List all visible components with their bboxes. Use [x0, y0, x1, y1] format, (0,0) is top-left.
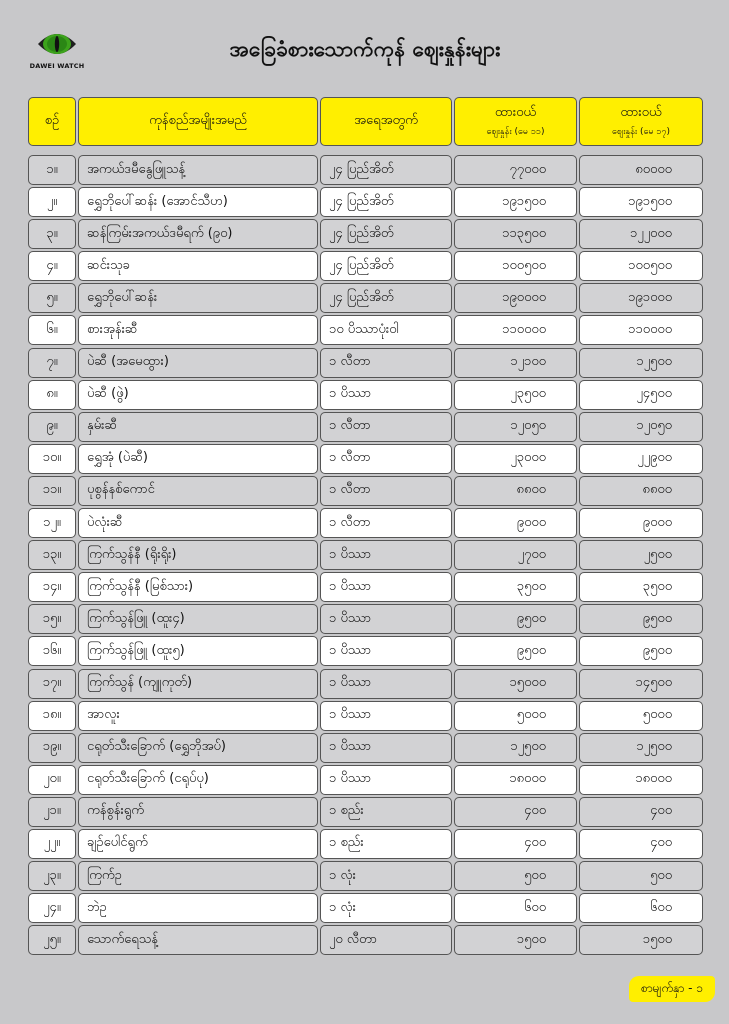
price-may11: ၃၅၀၀: [454, 572, 577, 602]
table-row: [28, 861, 703, 891]
item-unit: ၂၄ ပြည်အိတ်: [320, 251, 452, 281]
table-row: [28, 219, 703, 249]
price-may17: ၅၀၀: [579, 861, 703, 891]
table-row: [28, 348, 703, 378]
table-row: [28, 701, 703, 731]
table-row: [28, 315, 703, 345]
item-name: ပဲလုံးဆီ: [78, 508, 318, 538]
table-row: [28, 412, 703, 442]
price-may17: ၂၄၅၀၀: [579, 380, 703, 410]
table-row: [28, 540, 703, 570]
table-row: [28, 251, 703, 281]
item-unit: ၁ ပိဿာ: [320, 701, 452, 731]
table-row: [28, 444, 703, 474]
row-number: ၉။: [28, 412, 76, 442]
row-number: ၂၃။: [28, 861, 76, 891]
price-may11: ၂၃၅၀၀: [454, 380, 577, 410]
price-may11: ၁၀၀၅၀၀: [454, 251, 577, 281]
item-name: ကန်စွန်းရွက်: [78, 797, 318, 827]
item-unit: ၁ လုံး: [320, 893, 452, 923]
item-unit: ၂၄ ပြည်အိတ်: [320, 219, 452, 249]
table-header-row: [28, 97, 703, 146]
price-may17: ၁၉၁၀၀၀: [579, 283, 703, 313]
table-row: [28, 925, 703, 955]
price-may17: ၉၅၀၀: [579, 636, 703, 666]
price-may11: ၁၅၀၀၀: [454, 669, 577, 699]
table-row: [28, 476, 703, 506]
table-row: [28, 797, 703, 827]
price-may17: ၃၅၀၀: [579, 572, 703, 602]
item-unit: ၁ ပိဿာ: [320, 669, 452, 699]
row-number: ၇။: [28, 348, 76, 378]
item-unit: ၁ ပိဿာ: [320, 604, 452, 634]
price-may17: ၁၉၁၅၀၀: [579, 187, 703, 217]
table-row: [28, 604, 703, 634]
item-name: ငရုတ်သီးခြောက် (ငရုပ်ပု): [78, 765, 318, 795]
price-may11: ၄၀၀: [454, 797, 577, 827]
row-number: ၁၀။: [28, 444, 76, 474]
table-row: [28, 508, 703, 538]
item-name: ပဲဆီ (အမေထွား): [78, 348, 318, 378]
price-may17: ၁၂၅၀၀: [579, 733, 703, 763]
price-may11: ၁၂၅၀၀: [454, 733, 577, 763]
item-name: ဆင်းသုခ: [78, 251, 318, 281]
price-table-body: [28, 155, 703, 957]
table-row: [28, 765, 703, 795]
header-price-may11-main: ထားဝယ်: [494, 105, 537, 120]
price-may17: ၄၀၀: [579, 797, 703, 827]
price-may11: ၁၈၀၀၀: [454, 765, 577, 795]
price-may11: ၁၉၀၀၀၀: [454, 283, 577, 313]
price-may17: ၁၈၀၀၀: [579, 765, 703, 795]
table-row: [28, 636, 703, 666]
row-number: ၂၂။: [28, 829, 76, 859]
item-name: ကြက်ဥ: [78, 861, 318, 891]
item-unit: ၁ လီတာ: [320, 508, 452, 538]
price-may17: ၉၅၀၀: [579, 604, 703, 634]
price-may11: ၉၅၀၀: [454, 604, 577, 634]
item-name: ဆန်ကြမ်းအကယ်ဒမီရက် (၉၀): [78, 219, 318, 249]
item-unit: ၁ လုံး: [320, 861, 452, 891]
item-unit: ၁ စည်း: [320, 829, 452, 859]
price-may17: ၆၀၀: [579, 893, 703, 923]
logo: [22, 26, 92, 76]
price-may17: ၁၂၀၅၀: [579, 412, 703, 442]
item-unit: ၁ ပိဿာ: [320, 733, 452, 763]
price-may11: ၁၁၃၅၀၀: [454, 219, 577, 249]
price-may17: ၄၀၀: [579, 829, 703, 859]
price-may11: ၁၂၁၀၀: [454, 348, 577, 378]
header-price-may11: [454, 97, 577, 146]
item-name: ကြက်သွန်နီ (ရိုးရိုး): [78, 540, 318, 570]
item-unit: ၁ စည်း: [320, 797, 452, 827]
page-title: အခြေခံစားသောက်ကုန် ဈေးနှုန်းများ: [229, 37, 501, 61]
item-unit: ၁ လီတာ: [320, 476, 452, 506]
price-may11: ၉၀၀၀: [454, 508, 577, 538]
price-may11: ၁၂၀၅၀: [454, 412, 577, 442]
price-may11: ၇၇၀၀၀: [454, 155, 577, 185]
table-row: [28, 187, 703, 217]
price-may17: ၈၀၀၀၀: [579, 155, 703, 185]
header-price-may17-sub: ဈေးနှုန်း (မေ ၁၇): [612, 127, 670, 137]
price-may17: ၈၈၀၀: [579, 476, 703, 506]
row-number: ၂၁။: [28, 797, 76, 827]
item-name: ကြက်သွန်နီ (မြစ်သား): [78, 572, 318, 602]
price-may17: ၂၅၀၀: [579, 540, 703, 570]
item-unit: ၁ လီတာ: [320, 412, 452, 442]
item-unit: ၁ လီတာ: [320, 444, 452, 474]
price-may11: ၂၃၀၀၀: [454, 444, 577, 474]
item-name: ရွှေဘိုပေါ်ဆန်း: [78, 283, 318, 313]
table-row: [28, 155, 703, 185]
item-name: ရွှေဘိုပေါ်ဆန်း (အောင်သီဟ): [78, 187, 318, 217]
item-name: သောက်ရေသန့်: [78, 925, 318, 955]
header-unit: အရေအတွက်: [320, 97, 452, 146]
price-may11: ၁၉၁၅၀၀: [454, 187, 577, 217]
row-number: ၆။: [28, 315, 76, 345]
row-number: ၁၇။: [28, 669, 76, 699]
table-row: [28, 380, 703, 410]
table-row: [28, 829, 703, 859]
row-number: ၈။: [28, 380, 76, 410]
row-number: ၁၆။: [28, 636, 76, 666]
item-unit: ၁ ပိဿာ: [320, 572, 452, 602]
item-name: အကယ်ဒမီနွေဖြူသန့်: [78, 155, 318, 185]
item-unit: ၁ ပိဿာ: [320, 540, 452, 570]
item-unit: ၂၄ ပြည်အိတ်: [320, 187, 452, 217]
row-number: ၂၅။: [28, 925, 76, 955]
item-name: ကြက်သွန် (ကျူကုတ်): [78, 669, 318, 699]
eye-logo-icon: [36, 28, 78, 60]
price-may11: ၄၀၀: [454, 829, 577, 859]
item-name: ကြက်သွန်ဖြူ (ထူး၅): [78, 636, 318, 666]
price-may17: ၅၀၀၀: [579, 701, 703, 731]
header-price-may11-sub: ဈေးနှုန်း (မေ ၁၁): [486, 127, 545, 137]
item-unit: ၂၀ လီတာ: [320, 925, 452, 955]
item-unit: ၁ လီတာ: [320, 348, 452, 378]
price-may17: ၉၀၀၀: [579, 508, 703, 538]
row-number: ၂၄။: [28, 893, 76, 923]
price-may11: ၅၀၀၀: [454, 701, 577, 731]
price-may17: ၂၂၉၀၀: [579, 444, 703, 474]
item-name: ပဲဆီ (ဖွဲ): [78, 380, 318, 410]
price-may17: ၁၂၅၀၀: [579, 348, 703, 378]
row-number: ၁၄။: [28, 572, 76, 602]
price-may17: ၁၀၀၅၀၀: [579, 251, 703, 281]
price-may11: ၂၇၀၀: [454, 540, 577, 570]
header-name: ကုန်စည်အမျိုးအမည်: [78, 97, 318, 146]
item-name: ရွှေအုံ (ပဲဆီ): [78, 444, 318, 474]
row-number: ၁၃။: [28, 540, 76, 570]
price-may11: ၁၁၀၀၀၀: [454, 315, 577, 345]
row-number: ၂။: [28, 187, 76, 217]
row-number: ၁၈။: [28, 701, 76, 731]
table-row: [28, 669, 703, 699]
table-row: [28, 733, 703, 763]
item-unit: ၁ ပိဿာ: [320, 765, 452, 795]
row-number: ၁၅။: [28, 604, 76, 634]
price-may11: ၈၈၀၀: [454, 476, 577, 506]
item-name: ငရုတ်သီးခြောက် (ရွှေဘိုအပ်): [78, 733, 318, 763]
header-no: စဉ်: [28, 97, 76, 146]
row-number: ၁။: [28, 155, 76, 185]
row-number: ၁၁။: [28, 476, 76, 506]
item-unit: ၁၀ ပိဿာပုံးဝါ: [320, 315, 452, 345]
logo-text: DAWEI WATCH: [29, 62, 85, 70]
item-unit: ၁ ပိဿာ: [320, 636, 452, 666]
table-row: [28, 572, 703, 602]
item-name: ချဉ်ပေါင်ရွက်: [78, 829, 318, 859]
item-unit: ၂၄ ပြည်အိတ်: [320, 283, 452, 313]
table-row: [28, 283, 703, 313]
header-price-may17-main: ထားဝယ်: [620, 105, 662, 120]
item-name: ကြက်သွန်ဖြူ (ထူး၄): [78, 604, 318, 634]
row-number: ၁၂။: [28, 508, 76, 538]
price-may17: ၁၁၀၀၀၀: [579, 315, 703, 345]
price-may17: ၁၂၂၀၀၀: [579, 219, 703, 249]
price-may17: ၁၄၅၀၀: [579, 669, 703, 699]
item-name: နှမ်းဆီ: [78, 412, 318, 442]
price-may11: ၆၀၀: [454, 893, 577, 923]
item-unit: ၁ ပိဿာ: [320, 380, 452, 410]
price-may11: ၁၅၀၀: [454, 925, 577, 955]
item-name: အာလူး: [78, 701, 318, 731]
row-number: ၄။: [28, 251, 76, 281]
item-name: ပုစွန်နစ်ကောင်: [78, 476, 318, 506]
row-number: ၁၉။: [28, 733, 76, 763]
item-name: ဘဲဥ: [78, 893, 318, 923]
item-name: စားအုန်းဆီ: [78, 315, 318, 345]
price-may11: ၅၀၀: [454, 861, 577, 891]
page-number-badge: စာမျက်နှာ - ၁: [629, 976, 715, 1002]
row-number: ၃။: [28, 219, 76, 249]
row-number: ၂၀။: [28, 765, 76, 795]
header-price-may17: [579, 97, 703, 146]
item-unit: ၂၄ ပြည်အိတ်: [320, 155, 452, 185]
price-may11: ၉၅၀၀: [454, 636, 577, 666]
price-table-header: [28, 97, 703, 146]
table-row: [28, 893, 703, 923]
row-number: ၅။: [28, 283, 76, 313]
price-may17: ၁၅၀၀: [579, 925, 703, 955]
